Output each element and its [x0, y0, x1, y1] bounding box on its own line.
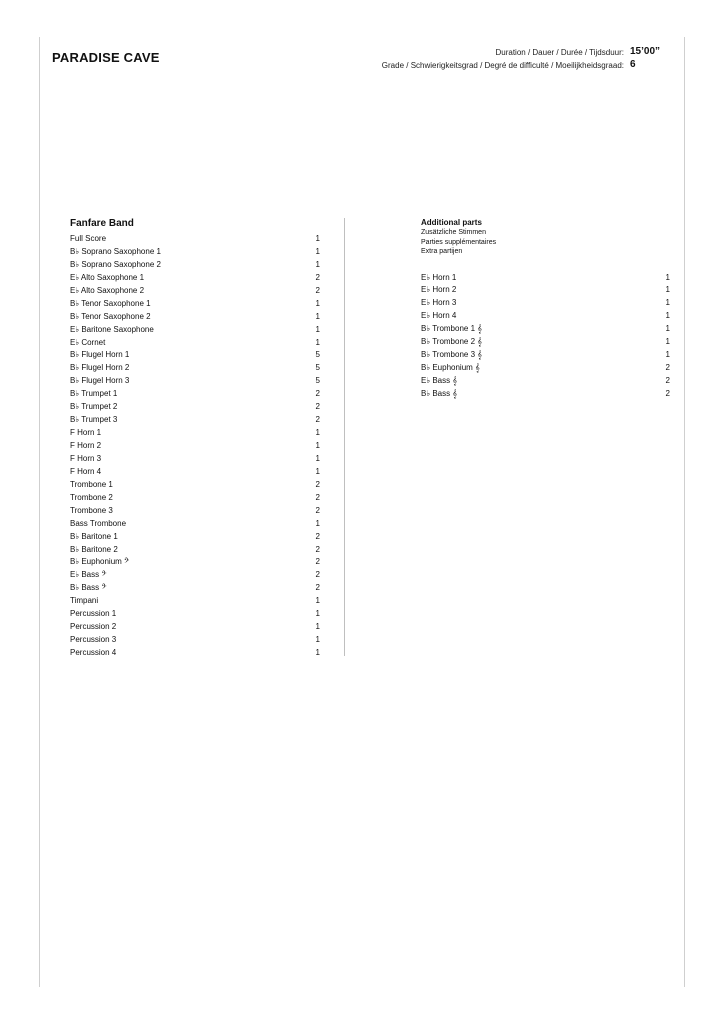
part-count: 2	[315, 531, 320, 541]
part-count: 1	[315, 648, 320, 657]
part-count: 2	[665, 376, 670, 385]
page-margin-rule-left	[39, 37, 40, 987]
part-name: B♭ Tenor Saxophone 2	[70, 311, 151, 321]
part-count: 1	[315, 596, 320, 606]
part-name: B♭ Trombone 2 𝄞	[421, 337, 482, 347]
part-row	[70, 479, 320, 492]
part-count: 1	[315, 298, 320, 308]
part-count: 1	[315, 324, 320, 334]
part-row	[70, 362, 320, 375]
part-row	[421, 349, 670, 362]
part-row	[70, 621, 320, 634]
part-count: 2	[665, 363, 670, 373]
part-name: E♭ Alto Saxophone 1	[70, 272, 145, 282]
part-count: 1	[315, 609, 320, 619]
part-row	[421, 297, 670, 310]
part-count: 1	[315, 635, 320, 645]
part-name: B♭ Flugel Horn 3	[70, 376, 130, 386]
part-row	[421, 272, 670, 285]
part-name: F Horn 1	[70, 428, 102, 438]
part-row	[70, 246, 320, 259]
additional-heading: Additional parts	[421, 218, 482, 227]
part-row	[421, 375, 670, 388]
part-count: 1	[665, 298, 670, 308]
part-row	[70, 595, 320, 608]
additional-subheading-de: Zusätzliche Stimmen	[421, 229, 486, 236]
part-count: 2	[315, 402, 320, 412]
part-row	[70, 531, 320, 544]
grade-label: Grade / Schwierigkeitsgrad / Degré de difficulté / Moeilijkheidsgraad:	[381, 61, 624, 70]
part-count: 1	[315, 466, 320, 476]
part-name: Percussion 2	[70, 622, 117, 632]
part-name: B♭ Baritone 1	[70, 531, 118, 541]
part-name: Trombone 2	[70, 492, 113, 502]
additional-parts-list	[421, 272, 670, 401]
part-count: 1	[665, 350, 670, 360]
part-row	[70, 492, 320, 505]
part-row	[70, 505, 320, 518]
part-name: B♭ Baritone 2	[70, 544, 118, 554]
part-row	[70, 427, 320, 440]
part-row	[70, 349, 320, 362]
page-margin-rule-right	[684, 37, 685, 987]
part-name: Full Score	[70, 234, 107, 243]
part-name: Timpani	[70, 596, 99, 606]
part-name: E♭ Alto Saxophone 2	[70, 285, 145, 295]
part-row	[70, 556, 320, 569]
part-row	[421, 362, 670, 375]
part-count: 1	[315, 428, 320, 438]
part-name: F Horn 4	[70, 466, 102, 476]
part-row	[421, 310, 670, 323]
part-row	[70, 233, 320, 246]
duration-value: 15’00”	[630, 46, 661, 57]
part-count: 2	[315, 570, 320, 580]
part-row	[421, 336, 670, 349]
part-row	[70, 518, 320, 531]
duration-label: Duration / Dauer / Durée / Tijdsduur:	[495, 48, 624, 57]
part-count: 2	[315, 557, 320, 567]
part-name: B♭ Bass 𝄞	[421, 388, 458, 398]
part-name: E♭ Bass 𝄞	[421, 376, 458, 385]
part-name: Percussion 1	[70, 609, 117, 619]
part-count: 2	[315, 389, 320, 399]
part-row	[421, 284, 670, 297]
part-row	[70, 608, 320, 621]
part-name: Percussion 4	[70, 648, 117, 657]
part-name: E♭ Horn 4	[421, 311, 457, 321]
part-name: B♭ Trumpet 1	[70, 389, 118, 399]
part-count: 1	[665, 272, 670, 282]
part-name: Trombone 3	[70, 505, 113, 515]
part-name: E♭ Baritone Saxophone	[70, 324, 154, 334]
fanfare-parts-column	[70, 218, 320, 660]
part-row	[70, 647, 320, 660]
part-row	[70, 414, 320, 427]
part-row	[70, 324, 320, 337]
part-count: 5	[315, 363, 320, 373]
part-count: 1	[315, 622, 320, 632]
part-count: 5	[315, 376, 320, 386]
part-count: 2	[315, 272, 320, 282]
part-name: B♭ Soprano Saxophone 1	[70, 246, 161, 256]
part-count: 2	[315, 492, 320, 502]
part-name: E♭ Horn 3	[421, 298, 457, 308]
additional-parts-column	[421, 218, 670, 401]
part-count: 1	[315, 518, 320, 528]
part-name: E♭ Bass 𝄢	[70, 570, 107, 580]
part-count: 1	[315, 311, 320, 321]
part-name: E♭ Cornet	[70, 337, 106, 347]
part-name: B♭ Soprano Saxophone 2	[70, 259, 161, 269]
part-name: B♭ Euphonium 𝄢	[70, 557, 130, 567]
part-name: Bass Trombone	[70, 518, 127, 528]
part-count: 2	[315, 505, 320, 515]
part-count: 2	[315, 415, 320, 425]
part-name: E♭ Horn 1	[421, 272, 457, 282]
part-count: 1	[665, 311, 670, 321]
part-row	[70, 311, 320, 324]
part-count: 1	[315, 441, 320, 450]
part-name: B♭ Tenor Saxophone 1	[70, 298, 151, 308]
additional-subheading-nl: Extra partijen	[421, 248, 463, 255]
part-count: 1	[315, 246, 320, 256]
part-count: 2	[665, 388, 670, 398]
fanfare-parts-list	[70, 233, 320, 660]
grade-value: 6	[630, 59, 636, 70]
part-row	[70, 285, 320, 298]
part-row	[70, 272, 320, 285]
part-count: 1	[315, 337, 320, 347]
part-row	[70, 634, 320, 647]
part-name: B♭ Trumpet 3	[70, 415, 118, 425]
part-row	[70, 582, 320, 595]
part-count: 2	[315, 544, 320, 554]
part-count: 2	[315, 479, 320, 489]
part-row	[70, 401, 320, 414]
part-row	[70, 466, 320, 479]
part-name: B♭ Trumpet 2	[70, 402, 118, 412]
part-count: 1	[315, 259, 320, 269]
part-row	[70, 259, 320, 272]
part-count: 1	[665, 324, 670, 334]
part-row	[70, 337, 320, 350]
part-name: Percussion 3	[70, 635, 117, 645]
part-name: F Horn 3	[70, 453, 102, 463]
part-row	[70, 298, 320, 311]
part-name: B♭ Flugel Horn 2	[70, 363, 130, 373]
part-row	[70, 375, 320, 388]
part-row	[70, 453, 320, 466]
part-row	[70, 544, 320, 557]
part-row	[421, 323, 670, 336]
part-name: B♭ Euphonium 𝄞	[421, 363, 480, 373]
part-count: 1	[315, 453, 320, 463]
part-count: 1	[315, 234, 320, 243]
part-name: E♭ Horn 2	[421, 285, 457, 295]
piece-title: PARADISE CAVE	[52, 50, 160, 65]
part-name: Trombone 1	[70, 479, 113, 489]
part-count: 1	[665, 285, 670, 295]
part-count: 2	[315, 583, 320, 593]
column-divider	[344, 218, 345, 656]
part-name: F Horn 2	[70, 441, 102, 450]
fanfare-heading: Fanfare Band	[70, 218, 134, 229]
part-count: 2	[315, 285, 320, 295]
part-name: B♭ Flugel Horn 1	[70, 350, 130, 360]
part-name: B♭ Trombone 1 𝄞	[421, 324, 482, 334]
part-row	[421, 388, 670, 401]
part-name: B♭ Bass 𝄢	[70, 583, 107, 593]
part-row	[70, 388, 320, 401]
additional-subheading-fr: Parties supplémentaires	[421, 238, 497, 246]
part-count: 5	[315, 350, 320, 360]
part-name: B♭ Trombone 3 𝄞	[421, 350, 482, 360]
part-row	[70, 440, 320, 453]
part-row	[70, 569, 320, 582]
part-count: 1	[665, 337, 670, 347]
